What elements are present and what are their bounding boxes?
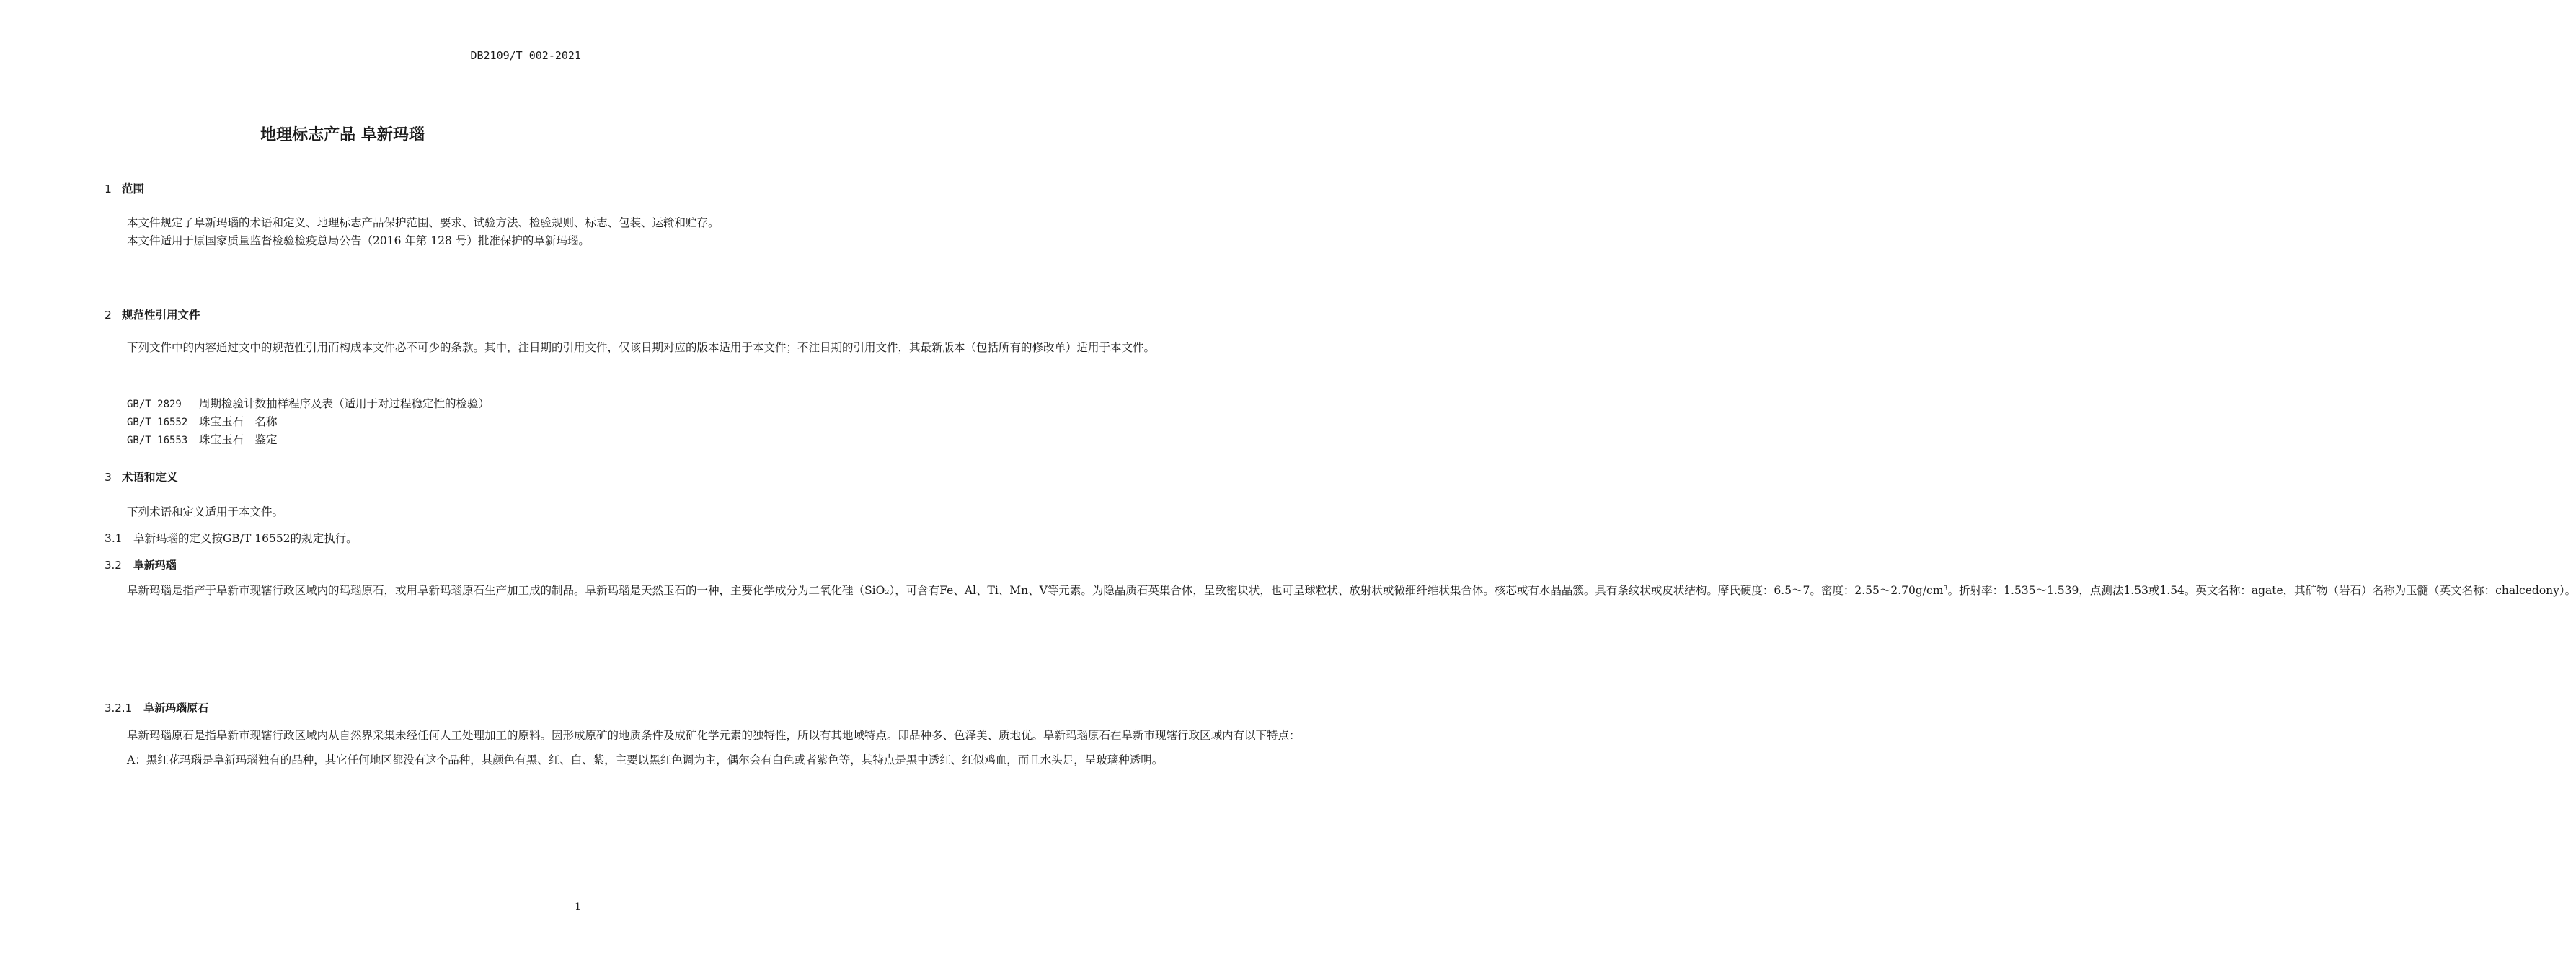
clause-3-2-1-body [105,727,1301,769]
clause-3-2-title: 阜新玛瑙 [133,559,177,572]
section-3-intro: 下列术语和定义适用于本文件。 [127,505,284,518]
section-1-paragraph-2: 本文件适用于原国家质量监督检验检疫总局公告（2016 年第 128 号）批准保护的阜新玛瑙。 [127,234,590,247]
clause-3-2-1-paragraph-1: 阜新玛瑙原石是指阜新市现辖行政区域内从自然界采集未经任何人工处理加工的原料。因形成原矿的地质条件及成矿化学元素的独特性，所以有其地域特点。即品种多、色泽美、质地优。阜新玛瑙原石在阜新市现辖行政区域内有以下特点： [127,729,1301,742]
standard-code: DB2109/T 002-2021 [470,49,581,62]
section-2-heading [105,306,200,322]
document-title: 地理标志产品 阜新玛瑙 [260,126,425,144]
reference-item [127,395,490,411]
section-2-body [105,339,1156,357]
clause-3-2-1-heading [105,700,208,715]
clause-3-2-heading [105,557,177,572]
clause-3-1 [105,530,358,546]
clause-3-1-number: 3.1 [105,532,123,545]
reference-code: GB/T 16553 [127,435,188,446]
reference-code: GB/T 16552 [127,417,188,428]
section-1-paragraph-1: 本文件规定了阜新玛瑙的术语和定义、地理标志产品保护范围、要求、试验方法、检验规则、标志、包装、运输和贮存。 [127,216,720,229]
page-number: 1 [575,901,581,913]
reference-name: 周期检验计数抽样程序及表（适用于对过程稳定性的检验） [199,397,490,410]
section-3-title: 术语和定义 [122,471,178,484]
clause-3-2-1-paragraph-2: A：黑红花玛瑙是阜新玛瑙独有的品种，其它任何地区都没有这个品种，其颜色有黑、红、白、紫，主要以黑红色调为主，偶尔会有白色或者紫色等，其特点是黑中透红、红似鸡血，而且水头足，呈玻璃种透明。 [127,753,1164,766]
reference-item [127,431,278,447]
clause-3-1-text: 阜新玛瑙的定义按GB/T 16552的规定执行。 [133,532,358,545]
section-2-title: 规范性引用文件 [122,309,200,322]
clause-3-2-1-title: 阜新玛瑙原石 [143,702,209,714]
section-1-title: 范围 [122,182,145,195]
section-1-heading [105,180,144,196]
section-3-number: 3 [105,471,112,484]
clause-3-2-body [105,582,2576,600]
section-2-number: 2 [105,309,112,322]
clause-3-2-1-number: 3.2.1 [105,702,133,714]
clause-3-2-paragraph: 阜新玛瑙是指产于阜新市现辖行政区域内的玛瑙原石，或用阜新玛瑙原石生产加工成的制品。阜新玛瑙是天然玉石的一种，主要化学成分为二氧化硅（SiO₂），可含有Fe、Al、Ti、Mn、V等元素。为隐晶质石英集合体，呈致密块状，也可呈球粒状、放射状或微细纤维状集合体。核芯或有水晶晶簇。具有条纹状或皮状结构。摩氏硬度：6.5～7。密度：2.55～2.70g/cm³。折射率：1.535～1.539，点测法1.53或1.54。英文名称：agate，其矿物（岩石）名称为玉髓（英文名称：chalcedony）。 [127,584,2576,597]
section-1-number: 1 [105,182,112,195]
reference-item [127,413,278,429]
section-1-body [105,214,720,250]
reference-code: GB/T 2829 [127,399,182,410]
section-2-paragraph: 下列文件中的内容通过文中的规范性引用而构成本文件必不可少的条款。其中，注日期的引用文件，仅该日期对应的版本适用于本文件；不注日期的引用文件，其最新版本（包括所有的修改单）适用于本文件。 [127,341,1156,354]
reference-name: 珠宝玉石 鉴定 [199,433,278,446]
section-3-heading [105,469,178,485]
reference-name: 珠宝玉石 名称 [199,415,278,428]
clause-3-2-number: 3.2 [105,559,122,572]
